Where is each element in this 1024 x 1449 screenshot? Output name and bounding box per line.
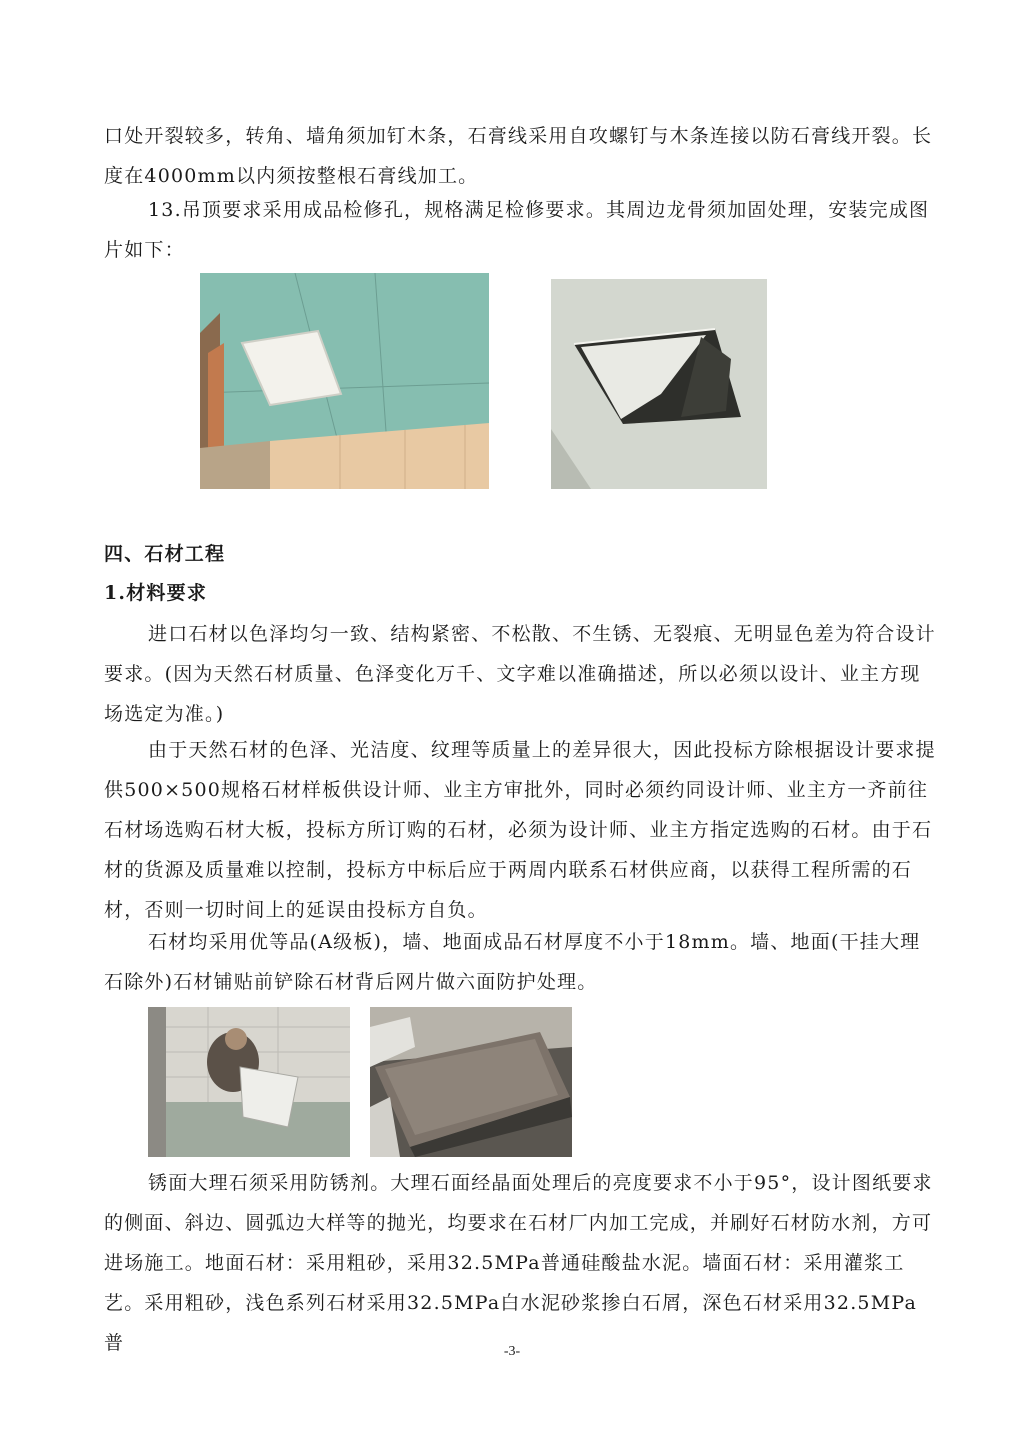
ceiling-hatch-opening-photo [551, 279, 767, 489]
page-number: -3- [503, 1344, 521, 1359]
worker-stone-treatment-photo [148, 1007, 350, 1157]
paragraph-access-hatch: 13.吊顶要求采用成品检修孔，规格满足检修要求。其周边龙骨须加固处理，安装完成图片如下： [104, 199, 930, 261]
paragraph-ceiling-cracks: 口处开裂较多，转角、墙角须加钉木条，石膏线采用自攻螺钉与木条连接以防石膏线开裂。长度在4000mm以内须按整根石膏线加工。 [104, 125, 933, 187]
paragraph-stone-samples: 由于天然石材的色泽、光洁度、纹理等质量上的差异很大，因此投标方除根据设计要求提供500×500规格石材样板供设计师、业主方审批外，同时必须约同设计师、业主方一齐前往石材场选购石材大板，投标方所订购的石材，必须为设计师、业主方指定选购的石材。由于石材的货源及质量难以控制，投标方中标后应于两周内联系石材供应商，以获得工程所需的石材，否则一切时间上的延误由投标方自负。 [104, 739, 936, 921]
section-heading-stone-works: 四、石材工程 [104, 543, 226, 565]
paragraph-imported-stone: 进口石材以色泽均匀一致、结构紧密、不松散、不生锈、无裂痕、无明显色差为符合设计要求。(因为天然石材质量、色泽变化万千、文字难以准确描述，所以必须以设计、业主方现场选定为准。) [104, 623, 936, 725]
subheading-material-requirements: 1.材料要求 [104, 582, 208, 604]
paragraph-stone-grade: 石材均采用优等品(A级板)，墙、地面成品石材厚度不小于18mm。墙、地面(干挂大理石除外)石材铺贴前铲除石材背后网片做六面防护处理。 [104, 931, 921, 993]
paragraph-rust-stone-installation: 锈面大理石须采用防锈剂。大理石面经晶面处理后的亮度要求不小于95°，设计图纸要求的侧面、斜边、圆弧边大样等的抛光，均要求在石材厂内加工完成，并刷好石材防水剂，方可进场施工。地面石材：采用粗砂，采用32.5MPa普通硅酸盐水泥。墙面石材：采用灌浆工艺。采用粗砂，浅色系列石材采用32.5MPa白水泥砂浆掺白石屑，深色石材采用32.5MPa普 [104, 1172, 933, 1354]
stone-slabs-photo [370, 1007, 572, 1157]
ceiling-access-panel-photo [200, 273, 489, 489]
